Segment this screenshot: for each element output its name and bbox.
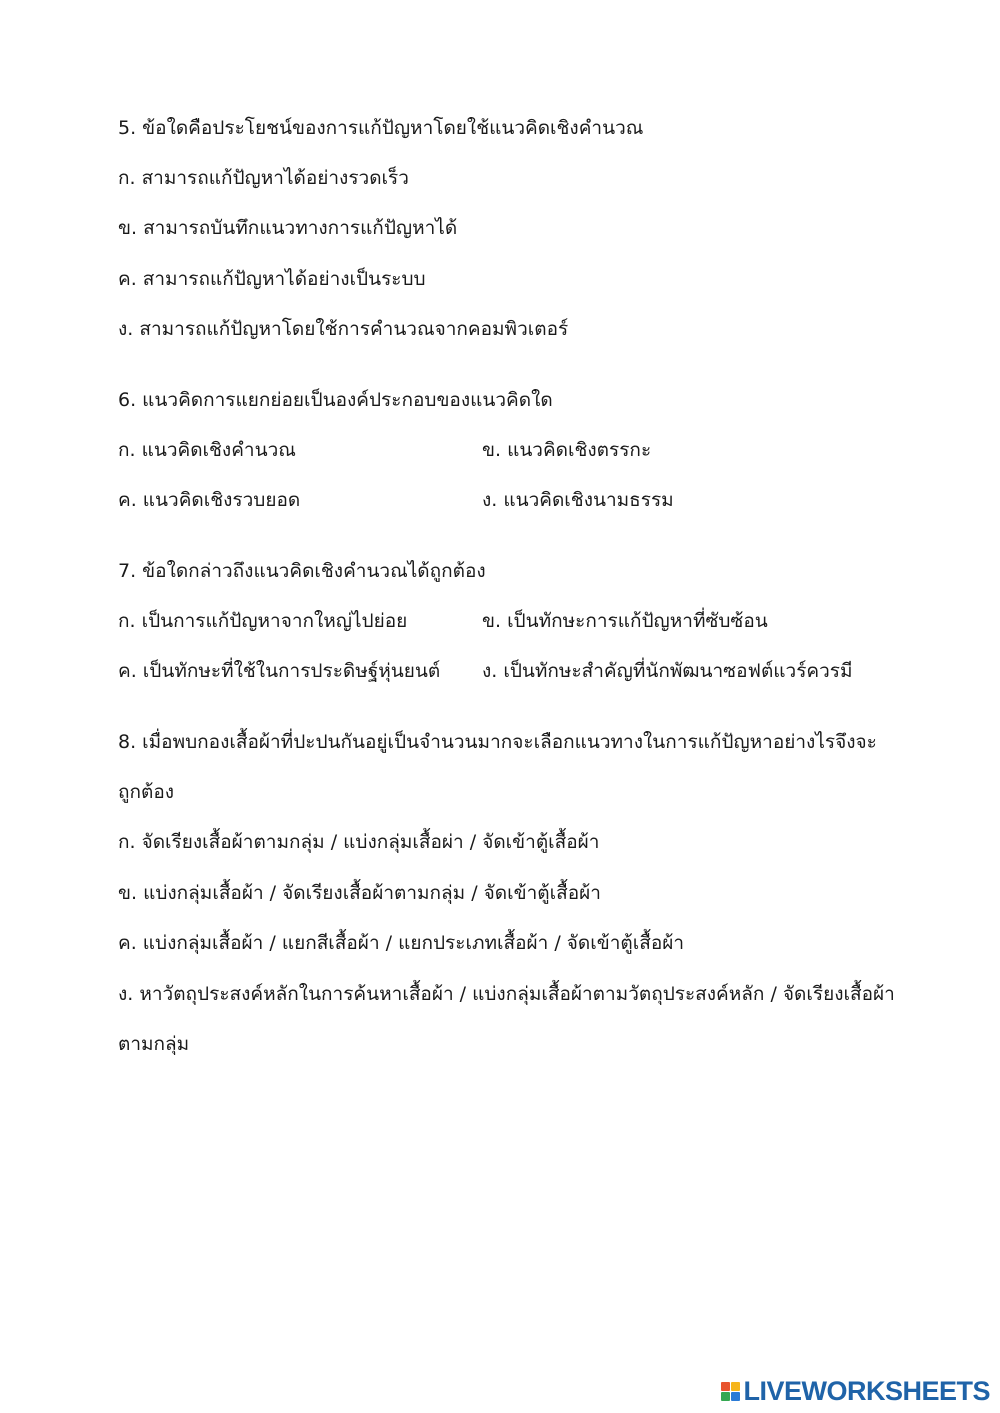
question-8-stem-line-2: ถูกต้อง xyxy=(118,781,175,803)
question-6-option-d: ง. แนวคิดเชิงนามธรรม xyxy=(482,489,674,511)
question-8-option-d-line-2: ตามกลุ่ม xyxy=(118,1033,190,1055)
question-7-stem: 7. ข้อใดกล่าวถึงแนวคิดเชิงคำนวณได้ถูกต้อง xyxy=(118,560,486,582)
question-6-option-c: ค. แนวคิดเชิงรวบยอด xyxy=(118,489,301,511)
question-8-option-d-line-1: ง. หาวัตถุประสงค์หลักในการค้นหาเสื้อผ้า / แบ่งกลุ่มเสื้อผ้าตามวัตถุประสงค์หลัก / จัดเรียงเสื้อผ้า xyxy=(118,983,895,1005)
question-5-stem: 5. ข้อใดคือประโยชน์ของการแก้ปัญหาโดยใช้แนวคิดเชิงคำนวณ xyxy=(118,117,644,139)
question-7-option-d: ง. เป็นทักษะสำคัญที่นักพัฒนาซอฟต์แวร์ควรมี xyxy=(482,660,853,682)
question-7-option-b: ข. เป็นทักษะการแก้ปัญหาที่ซับซ้อน xyxy=(482,610,768,632)
question-8-stem-line-1: 8. เมื่อพบกองเสื้อผ้าที่ปะปนกันอยู่เป็นจำนวนมากจะเลือกแนวทางในการแก้ปัญหาอย่างไรจึงจะ xyxy=(118,731,877,753)
question-7-option-a: ก. เป็นการแก้ปัญหาจากใหญ่ไปย่อย xyxy=(118,610,408,632)
logo-square-1 xyxy=(721,1382,730,1391)
question-5-option-b: ข. สามารถบันทึกแนวทางการแก้ปัญหาได้ xyxy=(118,217,458,239)
question-6-option-b: ข. แนวคิดเชิงตรรกะ xyxy=(482,439,652,461)
question-8-option-b: ข. แบ่งกลุ่มเสื้อผ้า / จัดเรียงเสื้อผ้าตามกลุ่ม / จัดเข้าตู้เสื้อผ้า xyxy=(118,882,601,904)
question-8-option-c: ค. แบ่งกลุ่มเสื้อผ้า / แยกสีเสื้อผ้า / แยกประเภทเสื้อผ้า / จัดเข้าตู้เสื้อผ้า xyxy=(118,932,685,954)
question-5-option-d: ง. สามารถแก้ปัญหาโดยใช้การคำนวณจากคอมพิวเตอร์ xyxy=(118,318,569,340)
liveworksheets-wordmark: LIVEWORKSHEETS xyxy=(743,1376,990,1406)
logo-square-3 xyxy=(721,1392,730,1401)
question-7-option-c: ค. เป็นทักษะที่ใช้ในการประดิษฐ์หุ่นยนต์ xyxy=(118,660,441,682)
question-5-option-c: ค. สามารถแก้ปัญหาได้อย่างเป็นระบบ xyxy=(118,268,426,290)
liveworksheets-logo xyxy=(721,1377,990,1405)
question-6-option-a: ก. แนวคิดเชิงคำนวณ xyxy=(118,439,296,461)
logo-square-2 xyxy=(731,1382,740,1391)
question-5-option-a: ก. สามารถแก้ปัญหาได้อย่างรวดเร็ว xyxy=(118,167,409,189)
liveworksheets-logo-icon xyxy=(721,1382,740,1401)
question-6-stem: 6. แนวคิดการแยกย่อยเป็นองค์ประกอบของแนวคิดใด xyxy=(118,389,553,411)
question-8-option-a: ก. จัดเรียงเสื้อผ้าตามกลุ่ม / แบ่งกลุ่มเสื้อผ่า / จัดเข้าตู้เสื้อผ้า xyxy=(118,831,600,853)
logo-square-4 xyxy=(731,1392,740,1401)
